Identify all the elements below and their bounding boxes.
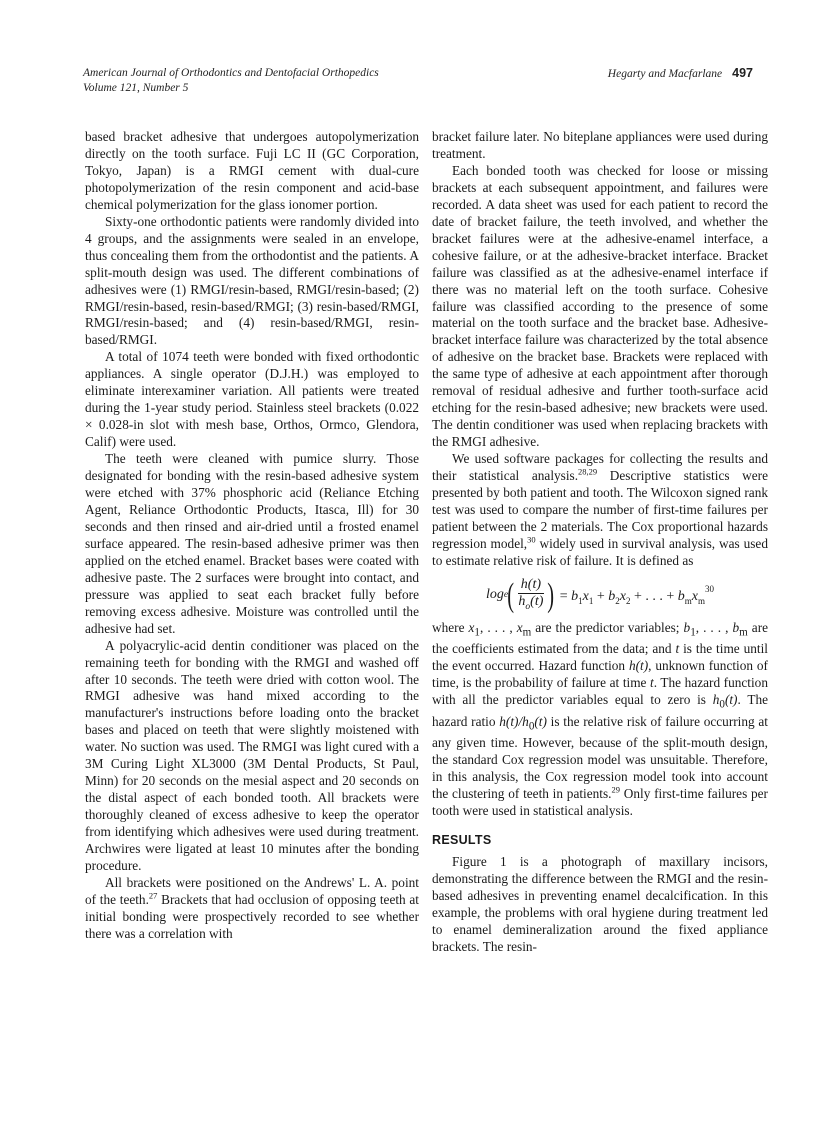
- journal-title: American Journal of Orthodontics and Dentofacial Orthopedics: [83, 67, 379, 79]
- paragraph-resin-procedure: The teeth were cleaned with pumice slurry. Those designated for bonding with the resin-based adhesive system were etched with 37% phosphoric acid (Reliance Etching Agent, Reliance Orthodontic Products, Itasca, Ill) for 30 seconds and then rinsed and air-dried until a frosted enamel surface appeared. The resin-based adhesive primer was then applied on the etched enamel. Bracket bases were coated with adhesive paste. The 2 surfaces were brought into contact, and pressure was applied to seat each bracket fully before removing excess adhesive. Moisture was controlled until the adhesive had set.: [85, 451, 419, 636]
- journal-info: [83, 66, 379, 96]
- paragraph-rmgi-procedure: A polyacrylic-acid dentin conditioner was placed on the remaining teeth for bonding with the RMGI and washed off after 10 seconds. The teeth were dried with cotton wool. The RMGI adhesive was hand mixed according to the manufacturer's instructions before loading onto the bracket bases and placed on teeth that were slightly moistened with water. No suction was used. The RMGI was light cured with a 3M Curing Light XL3000 (3M Dental Products, St Paul, Minn) for 20 seconds on the mesial aspect and 20 seconds on the distal aspect of each bonded tooth. All brackets were thoroughly cleaned of excess adhesive to keep the operator from identifying which adhesives were used during treatment. Archwires were ligated at least 10 minutes after the bonding procedure.: [85, 637, 419, 873]
- left-column: [85, 129, 419, 943]
- citation-ref[interactable]: 28,29: [578, 466, 598, 477]
- paragraph-equation-explanation: where $x_1$, . . . , $x_m$ are the predictor variables; $b_1$, . . . , $b_m$ are the coefficients estimated from the data; and t is the time until the event occurred. Hazard function h(t), unknown function of time, is the probability of failure at time t. The hazard function with all the predictor variables equal to zero is $h_0(t)$. The hazard ratio $h(t)/h_0(t)$ is the relative risk of failure occurring at any given time. However, because of the split-mouth design, the standard Cox regression model was unsuitable. Therefore, in this analysis, the Cox regression model took into account the clustering of teeth in patients.$^{29}$ Only first-time failures per tooth were used in statistical analysis.: [432, 619, 769, 819]
- paragraph-materials-intro: based bracket adhesive that undergoes autopolymerization directly on the tooth surface. Fuji LC II (GC Corporation, Tokyo, Japan) is a RMGI cement with dual-cure photopolymerization of the resin component and acid-base chemical polymerization for the glass ionomer portion.: [85, 129, 419, 212]
- running-authors: Hegarty and Macfarlane: [607, 68, 723, 80]
- cox-regression-equation: log e ( $\frac{h(t)}{h_o(t)}$ ) = $b_1x_1 + b_2x_2$ + . . . + $b_mx_m^{30}$: [485, 576, 715, 614]
- citation-ref[interactable]: 30: [705, 584, 715, 595]
- paragraph-randomization: Sixty-one orthodontic patients were randomly divided into 4 groups, and the assignments were sealed in an envelope, thus concealing them from the orthodontist and the patients. A split-mouth design was used. The different combinations of adhesives were (1) RMGI/resin-based, RMGI/resin-based; (2) RMGI/resin-based, resin-based/RMGI; (3) resin-based/RMGI, RMGI/resin-based; and (4) resin-based/RMGI, resin-based/RMGI.: [85, 213, 419, 348]
- results-heading: RESULTS: [432, 833, 492, 848]
- page-number: 497: [732, 66, 753, 80]
- paragraph-biteplane: bracket failure later. No biteplane appliances were used during treatment.: [432, 129, 768, 161]
- journal-volume: Volume 121, Number 5: [83, 82, 189, 94]
- author-page-info: [608, 66, 753, 82]
- paragraph-failure-classification: Each bonded tooth was checked for loose or missing brackets at each subsequent appointment, and failures were recorded. A data sheet was used for each patient to record the date of bracket failure, the teeth involved, and whether the bracket failures were at the adhesive-enamel interface, a cohesive failure, or at the adhesive-bracket interface. Bracket failure was classified as at the adhesive-enamel interface if there was no material left on the tooth surface. Cohesive failure was classified according to the presence of some material on the tooth surface and the bracket base. Adhesive-bracket interface failure was characterized by the total absence of adhesive on the bracket base. Brackets were replaced with the same type of adhesive at each appointment after thorough removal of residual adhesive and further tooth-surface acid etching for the resin-based adhesive; new brackets were used. The dentin conditioner was used when replacing brackets with the RMGI adhesive.: [432, 162, 768, 450]
- right-column: [432, 129, 768, 956]
- right-paren: ): [547, 576, 555, 614]
- citation-ref[interactable]: 30: [527, 534, 536, 545]
- citation-ref[interactable]: 27: [148, 890, 158, 901]
- citation-ref[interactable]: 29: [611, 784, 620, 795]
- left-paren: (: [507, 576, 515, 614]
- hazard-ratio-fraction: $\frac{h(t)}{h_o(t)}$: [518, 576, 544, 612]
- paragraph-statistics: We used software packages for collecting the results and their statistical analysis.$^{28,29}$ Descriptive statistics were presented by both patient and tooth. The Wilcoxon signed rank test was used to compare the number of first-time failures per patient between the 2 materials. The Cox proportional hazards regression model,$^{30}$ widely used in survival analysis, was used to estimate relative risk of failure. It is defined as: [432, 451, 768, 568]
- paragraph-bracket-positioning: All brackets were positioned on the Andrews' L. A. point of the teeth.$^{27}$ Brackets that had occlusion of opposing teeth at initial bonding were prospectively recorded to see whether there was a correlation with: [85, 874, 420, 941]
- paragraph-bonding-overview: A total of 1074 teeth were bonded with fixed orthodontic appliances. A single operator (D.J.H.) was employed to eliminate interexaminer variation. All patients were treated during the 1-year study period. Stainless steel brackets (0.022 × 0.028-in slot with mesh base, Orthos, Ormco, Glendora, Calif) were used.: [85, 349, 419, 450]
- paragraph-results-figure1: Figure 1 is a photograph of maxillary incisors, demonstrating the difference between the RMGI and the resin-based adhesives in preventing enamel decalcification. In this example, the problems with oral hygiene during treatment led to enamel demineralization around the fixed appliance brackets. The resin-: [432, 854, 768, 954]
- equation-rhs: = $b_1x_1 + b_2x_2$ + . . . + $b_mx_m^{30}$: [559, 584, 715, 607]
